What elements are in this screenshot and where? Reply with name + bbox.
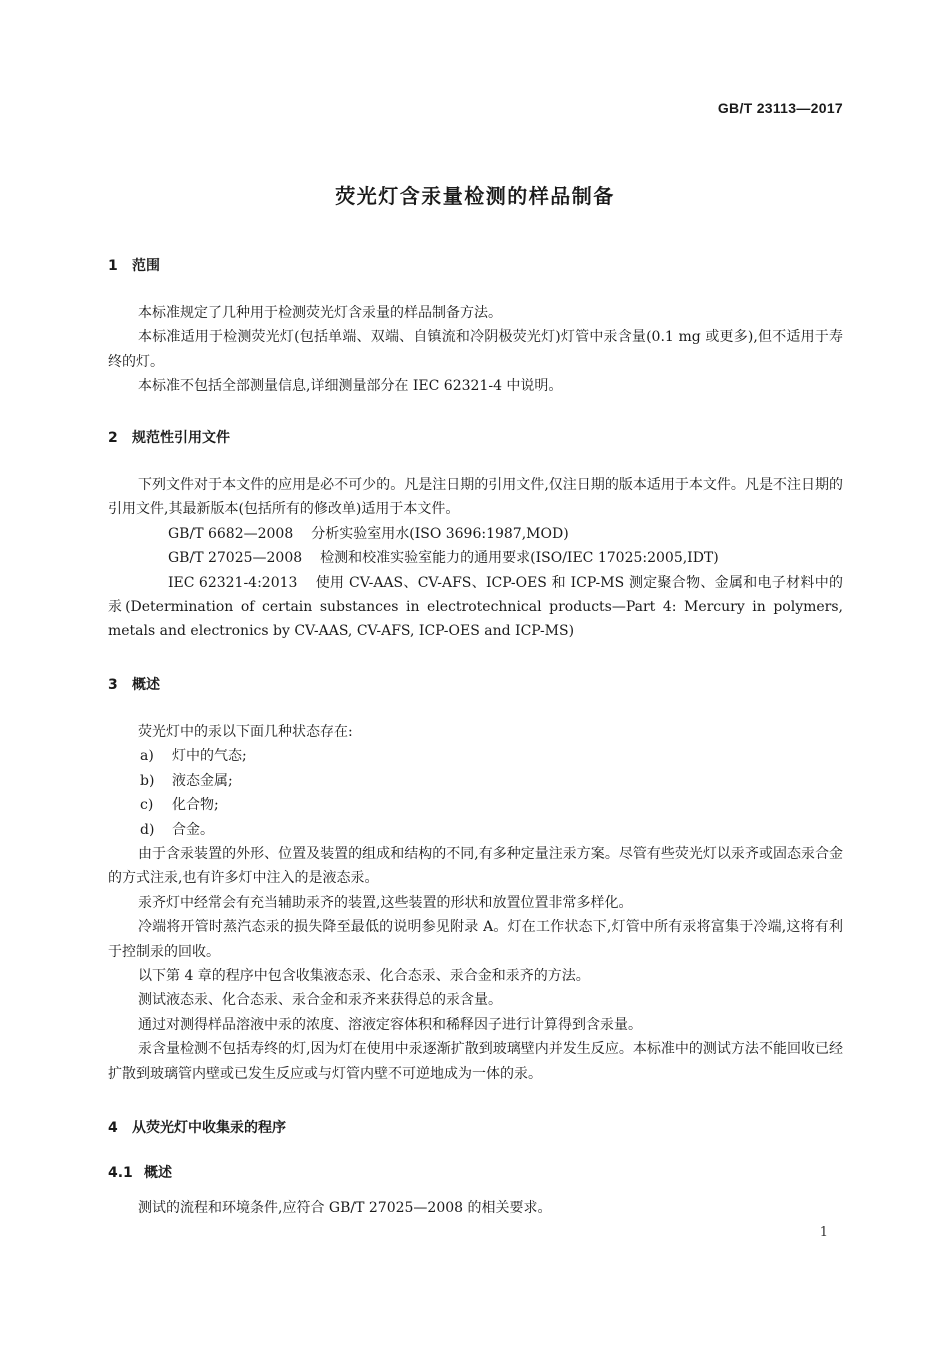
section-title: 从荧光灯中收集汞的程序 (132, 1120, 286, 1136)
reference-item (108, 571, 843, 644)
section-3-heading (108, 674, 160, 694)
list-marker: c) (140, 797, 154, 814)
section-title: 规范性引用文件 (132, 430, 230, 446)
section-2-body (108, 473, 843, 644)
section-number: 3 (108, 677, 118, 693)
reference-text: 分析实验室用水(ISO 3696:1987,MOD) (311, 525, 569, 542)
section-2-heading (108, 427, 230, 447)
paragraph: 以下第 4 章的程序中包含收集液态汞、化合态汞、汞合金和汞齐的方法。 (138, 968, 590, 985)
paragraph: 本标准规定了几种用于检测荧光灯含汞量的样品制备方法。 (138, 305, 502, 321)
list-text: 化合物; (172, 797, 219, 814)
paragraph: 由于含汞装置的外形、位置及装置的组成和结构的不同,有多种定量注汞方案。尽管有些荧光灯以汞齐或固态汞合金的方式注汞,也有许多灯中注入的是液态汞。 (108, 846, 843, 887)
subsection-4-1-heading (108, 1162, 172, 1182)
paragraph: 测试的流程和环境条件,应符合 GB/T 27025—2008 的相关要求。 (138, 1200, 552, 1216)
section-number: 4 (108, 1120, 118, 1136)
list-marker: d) (140, 821, 155, 838)
paragraph: 荧光灯中的汞以下面几种状态存在: (138, 724, 353, 740)
paragraph: 汞齐灯中经常会有充当辅助汞齐的装置,这些装置的形状和放置位置非常多样化。 (138, 894, 633, 911)
subsection-4-1-body (108, 1196, 843, 1220)
section-1-body (108, 301, 843, 399)
list-item (108, 793, 843, 817)
paragraph: 本标准适用于检测荧光灯(包括单端、双端、自镇流和冷阴极荧光灯)灯管中汞含量(0.1 mg 或更多),但不适用于寿终的灯。 (108, 329, 843, 370)
subsection-title: 概述 (144, 1165, 172, 1181)
list-item (108, 818, 843, 842)
paragraph: 下列文件对于本文件的应用是必不可少的。凡是注日期的引用文件,仅注日期的版本适用于本文件。凡是不注日期的引用文件,其最新版本(包括所有的修改单)适用于本文件。 (108, 477, 843, 518)
paragraph: 通过对测得样品溶液中汞的浓度、溶液定容体积和稀释因子进行计算得到含汞量。 (138, 1016, 642, 1033)
standard-number: GB/T 23113—2017 (717, 100, 843, 116)
section-title: 范围 (132, 258, 160, 274)
list-text: 合金。 (172, 821, 214, 838)
section-number: 1 (108, 258, 118, 274)
reference-text: 检测和校准实验室能力的通用要求(ISO/IEC 17025:2005,IDT) (320, 550, 719, 567)
reference-item (108, 522, 843, 546)
reference-item (108, 546, 843, 570)
section-4-heading (108, 1117, 286, 1137)
section-number: 2 (108, 430, 118, 446)
section-1-heading (108, 255, 160, 275)
document-title: 荧光灯含汞量检测的样品制备 (335, 184, 615, 208)
paragraph: 汞含量检测不包括寿终的灯,因为灯在使用中汞逐渐扩散到玻璃壁内并发生反应。本标准中的测试方法不能回收已经扩散到玻璃管内壁或已发生反应或与灯管内壁不可逆地成为一体的汞。 (108, 1041, 843, 1082)
page-number: 1 (819, 1225, 828, 1240)
list-item (108, 744, 843, 768)
reference-code: IEC 62321-4:2013 (168, 574, 298, 591)
subsection-number: 4.1 (108, 1165, 133, 1181)
list-marker: a) (140, 748, 154, 765)
paragraph: 本标准不包括全部测量信息,详细测量部分在 IEC 62321-4 中说明。 (138, 378, 563, 395)
paragraph: 测试液态汞、化合态汞、汞合金和汞齐来获得总的汞含量。 (138, 992, 502, 1009)
section-3-body (108, 720, 843, 1086)
reference-code: GB/T 6682—2008 (168, 525, 294, 542)
list-item (108, 769, 843, 793)
reference-code: GB/T 27025—2008 (168, 550, 303, 567)
paragraph: 冷端将开管时蒸汽态汞的损失降至最低的说明参见附录 A。灯在工作状态下,灯管中所有汞将富集于冷端,这将有利于控制汞的回收。 (108, 919, 843, 960)
section-title: 概述 (132, 677, 160, 693)
list-marker: b) (140, 772, 155, 789)
reference-text: 使用 CV-AAS、CV-AFS、ICP-OES 和 ICP-MS 测定聚合物、金属和电子材料中的汞(Determination of certain substances in electrotechnical products—Part 4: Mercury in polymers, metals and electronics by CV-AAS, CV-AFS, ICP-OES and ICP-MS) (108, 574, 843, 640)
list-text: 液态金属; (172, 772, 233, 789)
list-text: 灯中的气态; (172, 748, 247, 765)
